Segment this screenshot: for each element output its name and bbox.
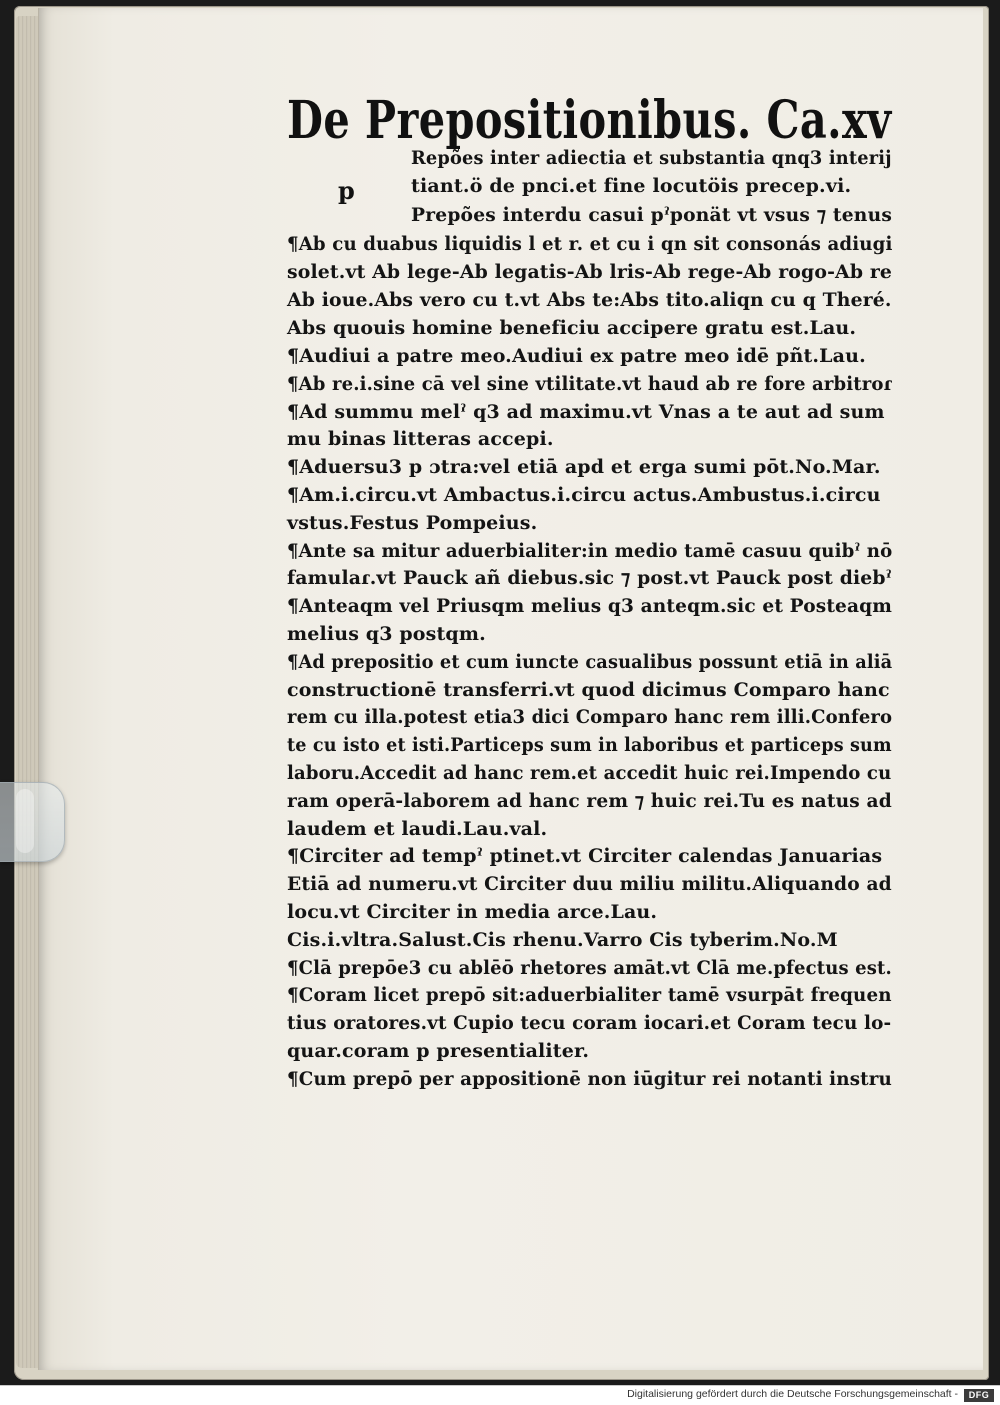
text-line: ¶Aduersu3 p ɔtra:vel etiā apd et erga sumi pōt.No.Mar.: [287, 456, 881, 478]
text-line: quar.coram p presentialiter.: [287, 1040, 590, 1062]
text-line: mu binas litteras accepi.: [287, 428, 554, 450]
text-line: te cu isto et isti.Particeps sum in laboribus et particeps sum: [287, 734, 892, 756]
text-line: ¶Ad prepositio et cum iuncte casualibus possunt etiā in aliā: [287, 651, 893, 673]
text-line: locu.vt Circiter in media arce.Lau.: [287, 901, 658, 923]
text-line: ram operā-laborem ad hanc rem ⁊ huic rei.Tu es natus ad: [287, 790, 892, 812]
text-line: Cis.i.vltra.Salust.Cis rhenu.Varro Cis tyberim.No.M: [287, 929, 838, 951]
text-line: Etiā ad numeru.vt Circiter duu miliu militu.Aliquando ad: [287, 873, 892, 895]
text-line: melius q3 postqm.: [287, 623, 486, 645]
intro-line: Repões inter adiectia et substantia qnq3 interij: [411, 147, 892, 169]
text-line: ¶Ante sa mitur aduerbialiter:in medio tamē casuu quibˀ nō: [287, 540, 893, 562]
text-line: ¶Ad summu melˀ q3 ad maximu.vt Vnas a te aut ad sum: [287, 401, 885, 423]
text-line: constructionē transferri.vt quod dicimus Comparo hanc: [287, 679, 890, 701]
text-line: ¶Coram licet prepō sit:aduerbialiter tamē vsurpāt frequen: [287, 984, 892, 1006]
text-line: vstus.Festus Pompeius.: [287, 512, 538, 534]
initial-letter: p: [338, 176, 355, 205]
text-line: ¶Audiui a patre meo.Audiui ex patre meo idē pñt.Lau.: [287, 345, 866, 367]
text-line: laudem et laudi.Lau.val.: [287, 818, 548, 840]
text-line: Ab ioue.Abs vero cu t.vt Abs te:Abs tito.aliqn cu q Theré.: [287, 289, 892, 311]
text-line: ¶Ab re.i.sine cā vel sine vtilitate.vt haud ab re fore arbitroɾ: [287, 373, 892, 395]
text-line: ¶Ab cu duabus liquidis l et r. et cu i qn sit consonás adiugi: [287, 233, 893, 255]
funding-credit: Digitalisierung gefördert durch die Deutsche Forschungsgemeinschaft -: [627, 1388, 958, 1400]
text-line: ¶Am.i.circu.vt Ambactus.i.circu actus.Ambustus.i.circu: [287, 484, 881, 506]
text-line: ¶Cum prepō per appositionē non iūgitur rei notanti instru: [287, 1068, 892, 1090]
text-line: ¶Circiter ad tempˀ ptinet.vt Circiter calendas Januarias: [287, 845, 883, 867]
text-line: ¶Anteaqm vel Priusqm melius q3 anteqm.sic et Posteaqm: [287, 595, 893, 617]
footer-bar: [0, 1385, 1000, 1405]
text-line: famulaɾ.vt Pauck añ diebus.sic ⁊ post.vt Pauck post diebˀ: [287, 567, 892, 589]
dfg-logo: DFG: [964, 1389, 994, 1402]
text-line: laboru.Accedit ad hanc rem.et accedit huic rei.Impendo cu: [287, 762, 892, 784]
text-line: Abs quouis homine beneficiu accipere gratu est.Lau.: [287, 317, 857, 339]
page-heading: De Prepositionibus. Ca.xv: [287, 90, 892, 151]
text-line: rem cu illa.potest etia3 dici Comparo hanc rem illi.Confero: [287, 706, 893, 728]
page-clip: [0, 782, 65, 862]
text-line: tius oratores.vt Cupio tecu coram iocari.et Coram tecu lo-: [287, 1012, 892, 1034]
intro-line: Prepões interdu casui pˀponät vt vsus ⁊ tenus: [411, 204, 893, 226]
intro-line: tiant.ö de pnci.et fine locutöis precep.vi.: [411, 175, 852, 197]
text-line: ¶Clā prepōe3 cu ablēō rhetores amāt.vt Clā me.pfectus est.: [287, 957, 892, 979]
text-line: solet.vt Ab lege-Ab legatis-Ab lris-Ab rege-Ab rogo-Ab re: [287, 261, 893, 283]
